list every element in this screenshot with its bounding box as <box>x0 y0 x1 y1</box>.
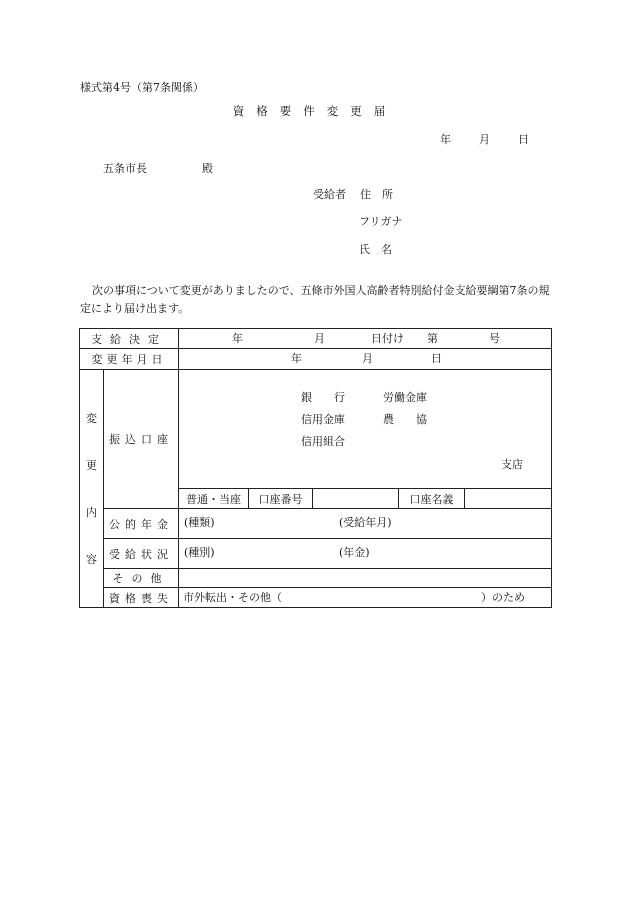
honorific: 殿 <box>202 162 213 175</box>
account-number-label: 口座番号 <box>249 489 313 509</box>
row-receipt-status <box>80 539 552 569</box>
row-payment-decision <box>80 329 552 349</box>
payment-decision-label: 支給決定 <box>80 329 179 349</box>
furigana-label: フリガナ <box>359 215 403 228</box>
document-title: 資格要件変更届 <box>232 104 398 118</box>
noukyou-option: 農 協 <box>383 413 427 426</box>
other-label: その他 <box>104 569 179 588</box>
payment-decision-value[interactable] <box>179 329 552 349</box>
row-change-date <box>80 349 552 370</box>
row-transfer-account <box>80 370 552 489</box>
account-holder-field[interactable] <box>465 489 552 509</box>
shinkin-option: 信用金庫 <box>301 413 345 426</box>
account-number-field[interactable] <box>313 489 399 509</box>
receipt-status-value[interactable] <box>179 539 552 569</box>
change-month: 月 <box>362 352 373 365</box>
public-pension-value[interactable] <box>179 509 552 539</box>
other-value[interactable] <box>179 569 552 588</box>
branch-label: 支店 <box>501 458 523 471</box>
status-amount: (年金) <box>339 546 370 559</box>
addressee-line <box>103 163 213 174</box>
change-date-label: 変更年月日 <box>80 349 179 370</box>
credit-union-option: 信用組合 <box>301 435 345 448</box>
decision-date-suffix: 日付け <box>371 332 404 345</box>
form-number: 様式第4号（第7条関係） <box>80 81 204 94</box>
change-day: 日 <box>431 352 442 365</box>
disqualification-text-end: ）のため <box>481 591 525 604</box>
address-label: 住 所 <box>360 188 393 201</box>
disqualification-value[interactable] <box>179 588 552 608</box>
submission-date <box>440 134 529 145</box>
row-disqualification <box>80 588 552 608</box>
disqualification-label: 資格喪失 <box>104 588 179 608</box>
recipient-label: 受給者 <box>313 188 346 201</box>
decision-number-prefix: 第 <box>427 332 438 345</box>
date-day: 日 <box>518 133 529 146</box>
labor-bank-option: 労働金庫 <box>383 391 427 404</box>
decision-year: 年 <box>232 332 243 345</box>
pension-kind: (種類) <box>184 516 215 529</box>
date-month: 月 <box>479 133 490 146</box>
account-type[interactable]: 普通・当座 <box>179 489 249 509</box>
name-label: 氏 名 <box>359 243 392 256</box>
change-date-value[interactable] <box>179 349 552 370</box>
public-pension-label: 公的年金 <box>104 509 179 539</box>
body-text: 次の事項について変更がありましたので、五條市外国人高齢者特別給付金支給要綱第7条の規定により届け出ます。 <box>80 284 550 315</box>
decision-number-suffix: 号 <box>489 332 500 345</box>
transfer-account-label: 振込口座 <box>104 370 179 509</box>
recipient-address-line <box>313 189 393 200</box>
change-form-table <box>79 328 552 608</box>
change-year: 年 <box>291 352 302 365</box>
decision-month: 月 <box>314 332 325 345</box>
addressee: 五条市長 <box>103 162 147 175</box>
status-kind: (種別) <box>184 546 215 559</box>
row-other <box>80 569 552 588</box>
disqualification-text-start: 市外転出・その他（ <box>183 591 282 604</box>
date-year: 年 <box>440 133 451 146</box>
change-content-label: 変 更 内 容 <box>80 370 104 608</box>
row-public-pension <box>80 509 552 539</box>
bank-selection[interactable] <box>179 370 552 489</box>
receipt-status-label: 受給状況 <box>104 539 179 569</box>
pension-receipt: (受給年月) <box>339 516 392 529</box>
bank-option: 銀 行 <box>301 391 345 404</box>
account-holder-label: 口座名義 <box>399 489 465 509</box>
